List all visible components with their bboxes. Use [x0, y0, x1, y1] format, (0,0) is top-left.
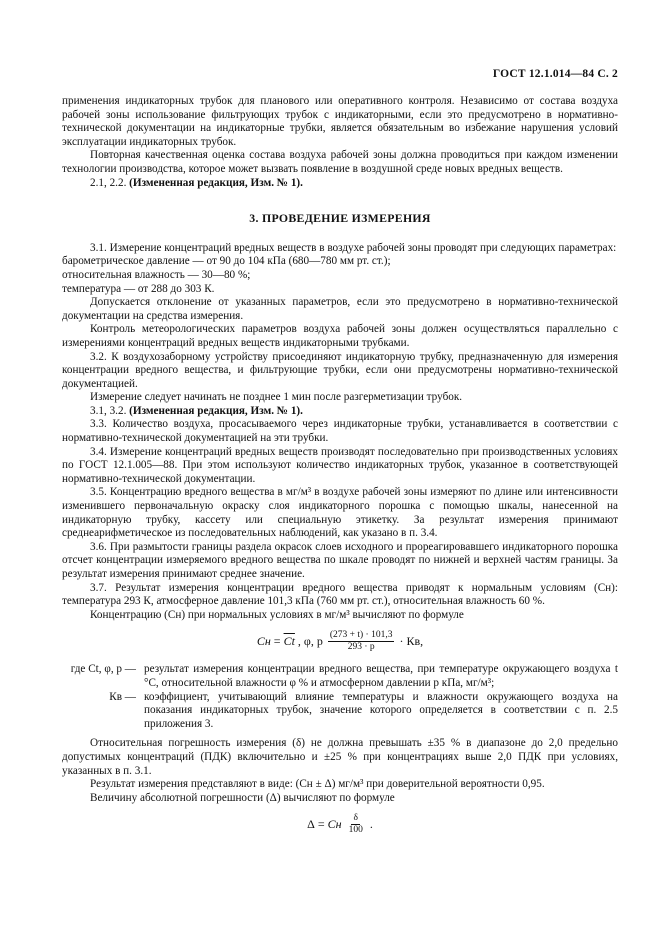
amendment-clauses: 2.1, 2.2.	[90, 176, 130, 189]
legend-symbol-1	[62, 663, 140, 690]
concentration-intro: Концентрацию (Сн) при нормальных условиях в мг/м³ вычисляют по формуле	[90, 608, 464, 621]
clause-3-5: 3.5. Концентрацию вредного вещества в мг/м³ в воздухе рабочей зоны измеряют по длине или интенсивности изменившего первоначальную окраску слоя индикаторного порошка с помощью шкалы, нанесенной на индикаторную трубку, кассету или специальную этикетку. За результат измерения принимают среднеарифметическое из последовательных наблюдений, как указано в п. 3.4.	[62, 486, 618, 540]
amendment-note-2	[62, 177, 618, 191]
relative-error-note: Относительная погрешность измерения (δ) не должна превышать ±35 % в диапазоне до 2,0 предельно допустимых концентраций (ПДК) включительно и ±25 % при концентрациях выше 2,0 ПДК при условиях, указанных в п. 3.1.	[62, 737, 618, 777]
formula-fraction	[328, 630, 395, 653]
legend-text-1: результат измерения концентрации вредного вещества, при температуре окружающего воздуха t °С, относительной влажности φ % и атмосферном давлении р кПа, мг/м³;	[144, 663, 618, 689]
formula-normal-concentration	[62, 630, 618, 653]
formula-equals: =	[273, 634, 281, 649]
amendment-note-3	[62, 405, 618, 419]
formula-legend	[62, 663, 618, 731]
page-header: ГОСТ 12.1.014—84 С. 2	[492, 68, 618, 80]
formula2-conc: Сн	[327, 817, 342, 832]
fraction-numerator: (273 + t) · 101,3	[329, 630, 393, 641]
formula2-lhs: Δ	[307, 817, 315, 832]
formula2-end: .	[369, 817, 373, 832]
absolute-error-intro: Величину абсолютной погрешности (Δ) вычисляют по формуле	[90, 791, 395, 804]
formula-args: , φ, р	[297, 634, 323, 649]
param-temperature: температура — от 288 до 303 К.	[62, 282, 215, 295]
section-title: 3. ПРОВЕДЕНИЕ ИЗМЕРЕНИЯ	[249, 211, 431, 226]
formula2-equals: =	[317, 817, 325, 832]
fraction-denominator: 293 · р	[347, 642, 375, 653]
formula-absolute-error	[62, 813, 618, 836]
formula2-fraction	[347, 813, 365, 836]
where-label: где	[70, 663, 86, 676]
intro-paragraph-2: Повторная качественная оценка состава воздуха рабочей зоны должна проводиться при каждом изменении технологии производства, которое может вызвать появление в воздушной среде новых вредных веществ.	[62, 149, 618, 175]
clause-3-1: 3.1. Измерение концентраций вредных веществ в воздухе рабочей зоны проводят при следующих параметрах:	[90, 241, 617, 254]
formula-multiplier: · Кв,	[399, 634, 424, 649]
result-format-note: Результат измерения представляют в виде: (Сн ± Δ) мг/м³ при доверительной вероятности 0,95.	[90, 778, 545, 791]
clause-3-7: 3.7. Результат измерения концентрации вредного вещества приводят к нормальным условиям (Сн): температура 293 К, атмосферное давление 101,3 кПа (760 мм рт. ст.), относительная влажность 60 %.	[62, 581, 618, 608]
legend-symbol-2: Кв —	[109, 690, 136, 703]
formula-measured-conc: $\overline{Ct}$	[283, 634, 295, 649]
clause-3-3: 3.3. Количество воздуха, просасываемого через индикаторные трубки, устанавливается в соответствии с нормативно-технической документацией на эти трубки.	[62, 418, 618, 445]
clause-3-6: 3.6. При размытости границы раздела окрасок слоев исходного и прореагировавшего индикаторного порошка отсчет концентрации измеряемого вредного вещества по шкале проводят по нижней и верхней частям границы. За результат измерения принимают среднее значение.	[62, 540, 618, 580]
clause-3-2: 3.2. К воздухозаборному устройству присоединяют индикаторную трубку, предназначенную для измерения концентрации вредного вещества, и фильтрующие трубки, если они предусмотрены нормативно-технической документацией.	[62, 350, 618, 390]
amendment-text: (Измененная редакция, Изм. № 1).	[129, 404, 303, 417]
formula-lhs: Сн	[256, 634, 271, 649]
control-note: Контроль метеорологических параметров воздуха рабочей зоны должен осуществляться параллельно с измерениями концентраций вредных веществ индикаторными трубками.	[62, 323, 618, 349]
legend-text-2: коэффициент, учитывающий влияние температуры и влажности окружающего воздуха на показания индикаторных трубок, значение которого определяется в соответствии с п. 2.5 приложения 3.	[144, 690, 618, 730]
start-note: Измерение следует начинать не позднее 1 мин после разгерметизации трубок.	[90, 391, 463, 404]
amendment-clauses: 3.1, 3.2.	[90, 404, 130, 417]
fraction2-denominator: 100	[348, 825, 363, 836]
param-humidity: относительная влажность — 30—80 %;	[62, 268, 251, 281]
document-body	[62, 95, 618, 846]
amendment-text: (Измененная редакция, Изм. № 1).	[129, 176, 303, 189]
param-pressure: барометрическое давление — от 90 до 104 кПа (680—780 мм рт. ст.);	[62, 255, 391, 268]
fraction2-numerator: δ	[353, 813, 358, 824]
intro-paragraph-1: применения индикаторных трубок для планового или оперативного контроля. Независимо от состава воздуха рабочей зоны использование фильтрующих трубок с индикаторными, если это предусмотрено в нормативно-технической документации на индикаторные трубки, является обязательным во избежание нарушения условий эксплуатации индикаторных трубок.	[62, 95, 618, 148]
legend-symbol-text: Ct, φ, р —	[88, 663, 136, 676]
deviation-note: Допускается отклонение от указанных параметров, если это предусмотрено в нормативно-технической документации на средства измерения.	[62, 296, 618, 322]
clause-3-4: 3.4. Измерение концентраций вредных веществ производят последовательно при производственных условиях по ГОСТ 12.1.005—88. При этом используют количество индикаторных трубок, указанное в соответствующей нормативно-технической документации.	[62, 445, 618, 485]
